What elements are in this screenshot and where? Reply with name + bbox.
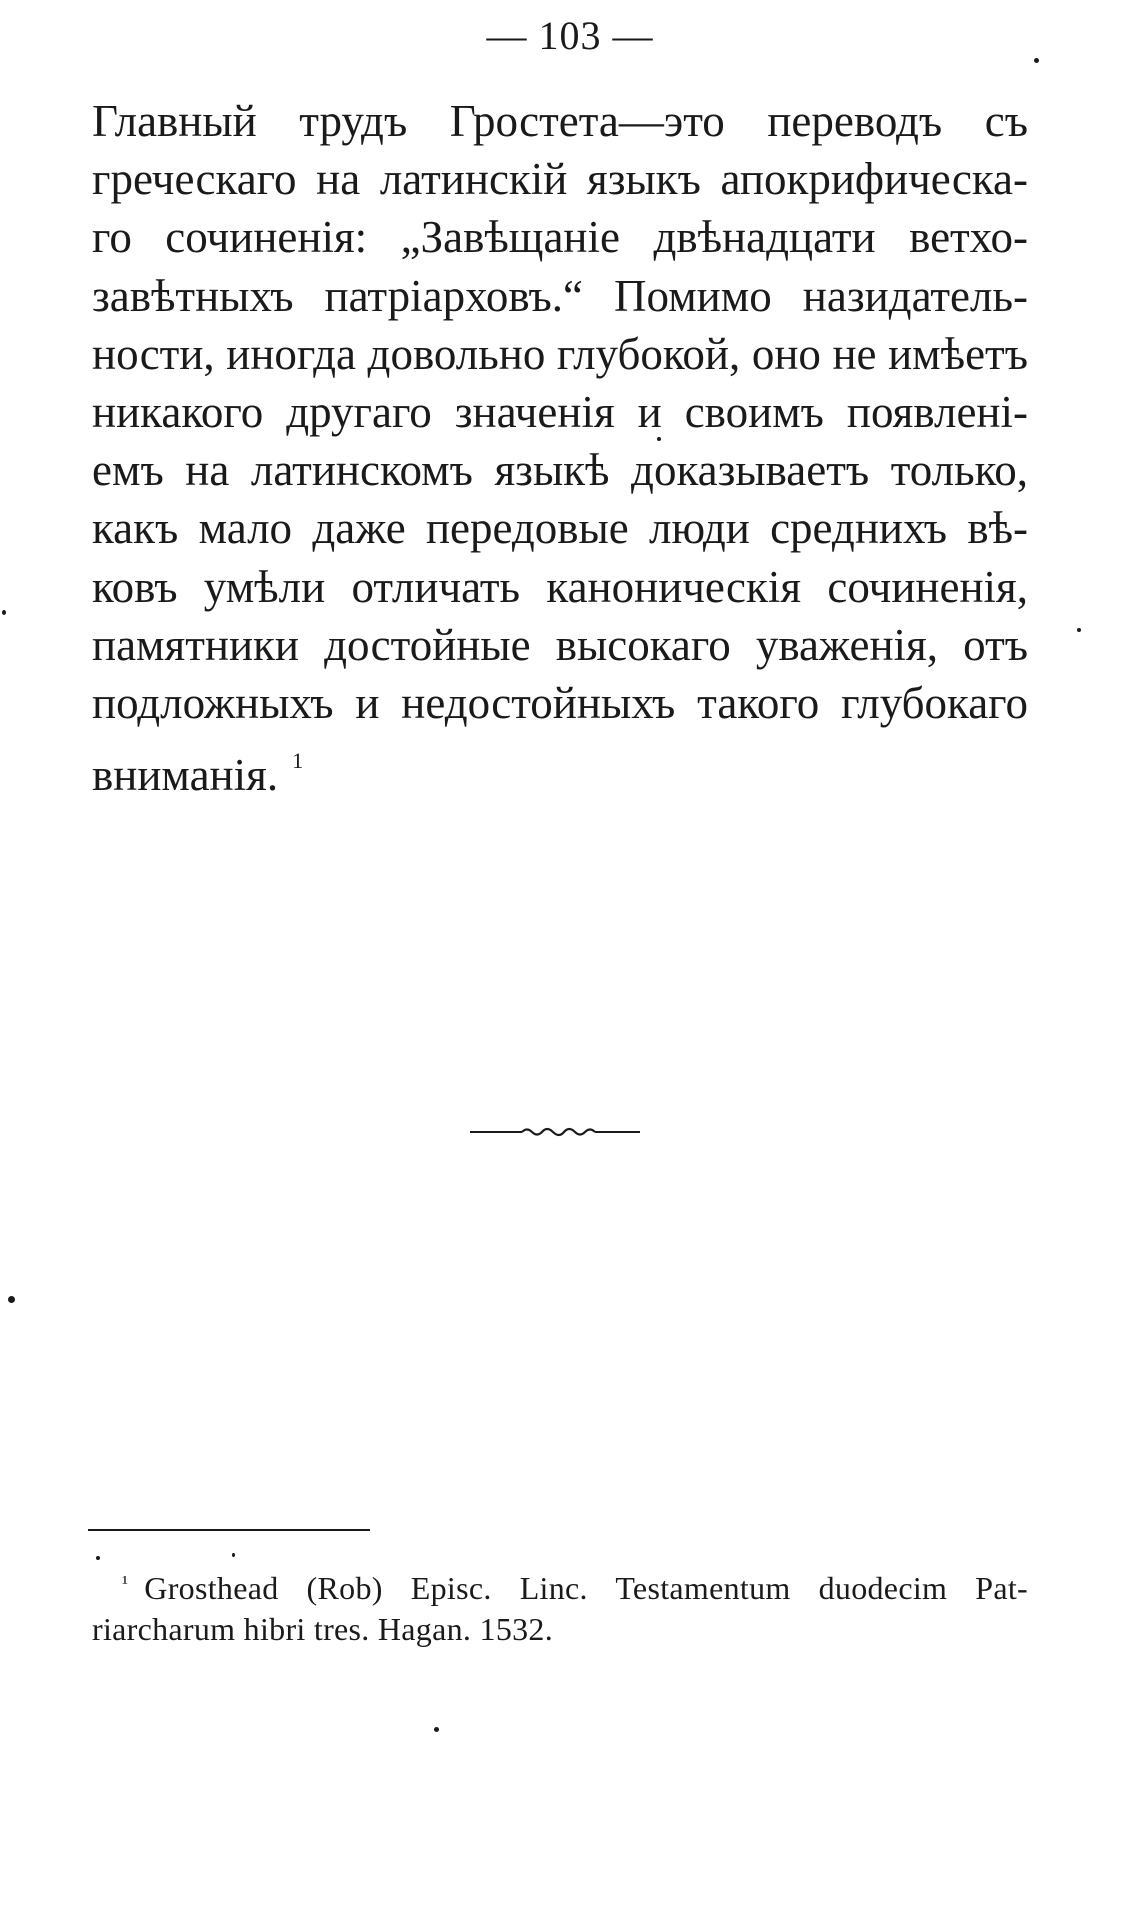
ornament-divider-icon <box>470 1122 640 1142</box>
footnote-block <box>92 1560 1028 1652</box>
main-paragraph <box>92 92 1028 801</box>
text-line-4: завѣтныхъ патріарховъ.“ Помимо назидатель- <box>92 270 1028 321</box>
footnote-reference: 1 <box>292 748 304 774</box>
scan-speck <box>8 1296 15 1303</box>
footnote-line-2: riarcharum hibri tres. Hagan. 1532. <box>92 1611 554 1647</box>
footnote-line-1-text: Grosthead (Rob) Episc. Linc. Testamentum duodecim Pat- <box>144 1570 1028 1606</box>
text-line-1: Главный трудъ Гростета—это переводъ съ <box>92 96 1028 146</box>
text-line-8: какъ мало даже передовые люди среднихъ вѣ- <box>92 503 1028 554</box>
scan-speck <box>2 610 6 615</box>
footnote-separator-rule <box>88 1529 370 1531</box>
footnote-line-1 <box>92 1560 1028 1606</box>
text-line-9: ковъ умѣли отличать каноническія сочиненія, <box>92 561 1028 612</box>
text-line-10: памятники достойные высокаго уваженія, отъ <box>92 619 1028 670</box>
scan-speck <box>657 437 661 441</box>
scan-speck <box>96 1556 100 1560</box>
text-line-11: подложныхъ и недостойныхъ такого глубокаго <box>92 677 1028 728</box>
text-line-12 <box>92 732 1028 801</box>
text-line-5: ности, иногда довольно глубокой, оно не имѣетъ <box>92 328 1028 379</box>
text-line-2: греческаго на латинскій языкъ апокрифическа- <box>92 154 1028 205</box>
page-number: — 103 — <box>486 13 654 58</box>
text-line-7: емъ на латинскомъ языкѣ доказываетъ только, <box>92 445 1028 496</box>
scan-speck <box>1077 628 1081 632</box>
text-line-12-text: вниманія. <box>92 750 279 801</box>
scan-speck <box>1034 58 1039 63</box>
scan-speck <box>232 1553 235 1557</box>
text-line-3: го сочиненія: „Завѣщаніе двѣнадцати ветхо- <box>92 212 1028 263</box>
scan-speck <box>434 1727 439 1732</box>
text-line-6: никакого другаго значенія и своимъ появлені- <box>92 386 1028 437</box>
footnote-marker: ¹ <box>122 1572 129 1594</box>
